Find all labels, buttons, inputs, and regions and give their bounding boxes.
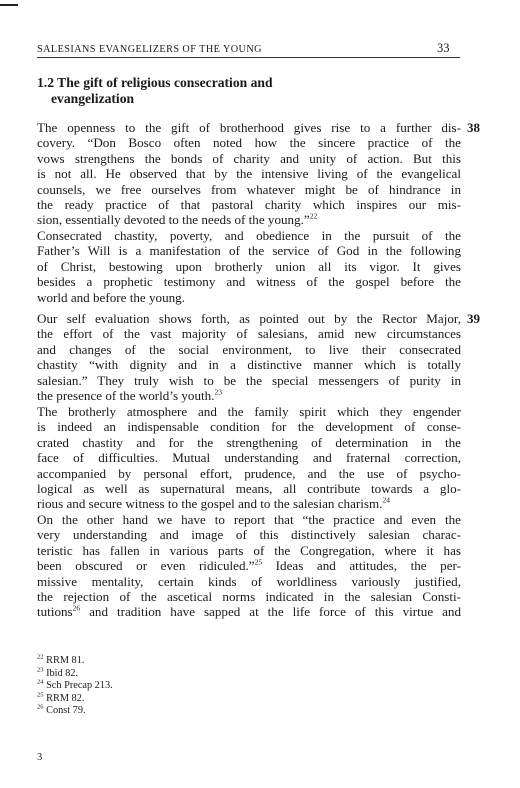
- text-line: Our self evaluation shows forth, as pointed out by the Rector Major,: [37, 311, 461, 326]
- section-heading-line2: evangelization: [51, 91, 135, 106]
- paragraph-5: [37, 512, 461, 620]
- running-head: SALESIANS EVANGELIZERS OF THE YOUNG: [37, 44, 262, 55]
- text-line: Father’s Will is a manifestation of the service of God in the following: [37, 243, 461, 259]
- signature-folio: 3: [37, 752, 43, 763]
- corner-mark: [0, 4, 18, 6]
- note-reference: 24: [382, 496, 390, 506]
- margin-number-39: 39: [467, 311, 480, 326]
- text-line: salesian.” They truly wish to be the special messengers of purity in: [37, 372, 461, 388]
- text-line: the rejection of the ascetical norms indicated in the salesian Consti-: [37, 589, 461, 605]
- text-line: [37, 496, 461, 511]
- footnote-text: RRM 82.: [46, 692, 85, 704]
- text-run: and tradition have sapped at the life force of this virtue and: [80, 604, 461, 620]
- paragraph-4: [37, 404, 461, 512]
- text-line: On the other hand we have to report that “the practice and even the: [37, 512, 461, 527]
- note-reference: 23: [214, 387, 222, 397]
- text-line: The brotherly atmosphere and the family spirit which they engender: [37, 404, 461, 419]
- text-line: counsels, we free ourselves from whatever might be of hindrance in: [37, 181, 461, 197]
- text-line: and changes of the social environment, to live their consecrated: [37, 341, 461, 357]
- footnote-text: RRM 81.: [46, 655, 85, 666]
- footnote: [37, 668, 113, 681]
- footnote: [37, 680, 113, 693]
- note-reference: 26: [72, 604, 81, 614]
- text-line: [37, 388, 461, 403]
- text-line: missive mentality, certain kinds of worldliness variously justified,: [37, 573, 461, 589]
- footnote: [37, 693, 113, 706]
- text-line: accompanied by personal effort, prudence, and the use of psycho-: [37, 465, 461, 481]
- text-line: is indeed an indispensable condition for the development of conse-: [37, 419, 461, 435]
- section-heading-line1: 1.2 The gift of religious consecration and: [37, 75, 273, 90]
- text-line: very understanding and image of this distinctively salesian charac-: [37, 527, 461, 543]
- text-line: chastity “with dignity and in a distinctive manner which is totally: [37, 357, 461, 373]
- text-run: sion, essentially devoted to the needs of the young.”: [37, 212, 310, 228]
- text-run: rious and secure witness to the gospel and to the salesian charism.: [37, 496, 383, 512]
- page-number: 33: [437, 41, 450, 55]
- text-line: [37, 558, 461, 573]
- text-line: Consecrated chastity, poverty, and obedience in the pursuit of the: [37, 228, 461, 243]
- paragraph-3: [37, 311, 461, 403]
- text-run: been obscured or even ridiculed.”: [37, 558, 255, 574]
- note-reference: 22: [309, 212, 318, 222]
- footnote-number: 24: [37, 678, 44, 686]
- footnote-text: Sch Precap 213.: [46, 680, 113, 692]
- header-rule: [37, 57, 460, 58]
- text-line: world and before the young.: [37, 289, 185, 305]
- text-line: logical as well as supernatural means, all contribute towards a glo-: [37, 481, 461, 497]
- text-line: face of difficulties. Mutual understanding and fraternal correction,: [37, 450, 461, 466]
- text-line: the effort of the vast majority of salesians, amid new circumstances: [37, 326, 461, 342]
- text-line: of Christ, bestowing upon brotherly union all its vigor. It gives: [37, 258, 461, 274]
- paragraph-1: [37, 120, 461, 228]
- text-line: is not all. He observed that by the intensive living of the evangelical: [37, 166, 461, 182]
- text-line: besides a prophetic testimony and witness of the gospel before the: [37, 274, 461, 290]
- text-line: The openness to the gift of brotherhood gives rise to a further dis-: [37, 120, 461, 135]
- footnote: [37, 705, 113, 718]
- text-run: Ideas and attitudes, the per-: [262, 558, 461, 574]
- text-line: crated chastity and for the strengthening of determination in the: [37, 434, 461, 450]
- footnote-text: Const 79.: [46, 705, 86, 717]
- text-line: covery. “Don Bosco often noted how the sincere practice of the: [37, 135, 461, 151]
- footnote-number: 23: [37, 666, 44, 674]
- text-line: vows strengthens the bonds of charity and unity of action. But this: [37, 150, 461, 166]
- margin-number-38: 38: [467, 120, 480, 135]
- text-line: [37, 604, 461, 619]
- footnote-text: Ibid 82.: [46, 667, 79, 679]
- text-line: [37, 212, 461, 227]
- footnote: [37, 655, 113, 668]
- footnotes: [37, 655, 113, 718]
- footnote-number: 22: [37, 653, 44, 661]
- text-line: the ready practice of that pastoral charity which inspires our mis-: [37, 197, 461, 213]
- text-run: tutions: [37, 604, 73, 620]
- footnote-number: 25: [37, 691, 44, 699]
- section-heading: [37, 75, 273, 107]
- paragraph-2: [37, 228, 461, 305]
- text-run: the presence of the world’s youth.: [37, 388, 215, 404]
- text-line: teristic has fallen in various parts of the Congregation, where it has: [37, 542, 461, 558]
- footnote-number: 26: [37, 703, 44, 711]
- note-reference: 25: [254, 557, 263, 567]
